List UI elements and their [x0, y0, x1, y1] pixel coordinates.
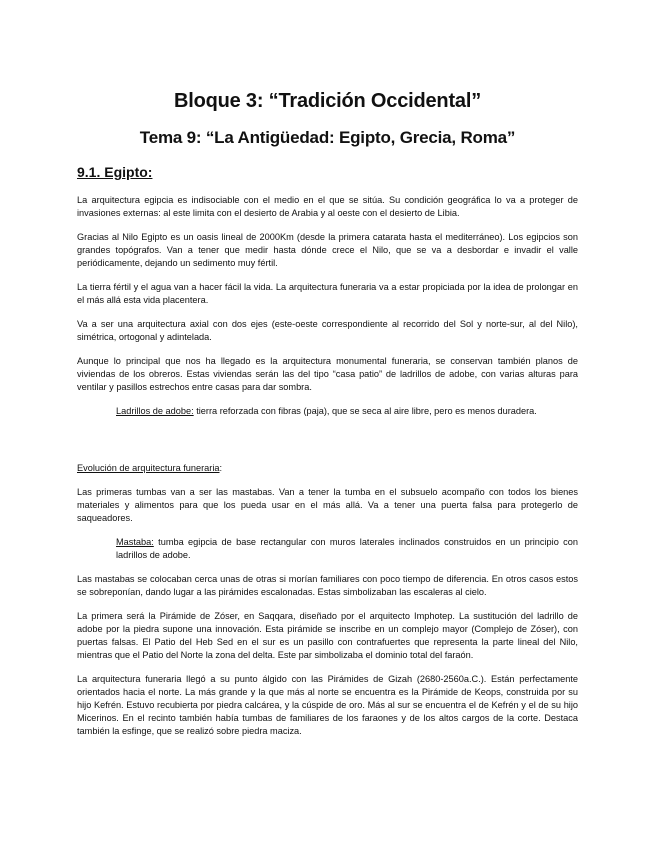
paragraph: Las primeras tumbas van a ser las mastabas. Van a tener la tumba en el subsuelo acompaño con todos los bienes materiales y alimentos para que los pueda usar en el más allá. Va a tener una puerta falsa para protegerlo de saqueadores. [77, 487, 578, 523]
document-body [77, 194, 578, 749]
subheading-text: Evolución de arquitectura funeraria [77, 463, 220, 473]
paragraph: La tierra fértil y el agua van a hacer fácil la vida. La arquitectura funeraria va a estar propiciada por la idea de prolongar en el más allá esta vida placentera. [77, 282, 578, 305]
paragraph: Las mastabas se colocaban cerca unas de otras si morían familiares con poco tiempo de diferencia. En otros casos estos se sobreponían, dando lugar a las pirámides escalonadas. Estas simbolizaban las escaleras al cielo. [77, 574, 578, 597]
definition-text: tumba egipcia de base rectangular con muros laterales inclinados construidos en un principio con ladrillos de adobe. [116, 537, 578, 560]
section-heading: 9.1. Egipto: [77, 164, 153, 180]
paragraph: La arquitectura funeraria llegó a su punto álgido con las Pirámides de Gizah (2680-2560a.C.). Están perfectamente orientados hacia el norte. La más grande y la que más al norte se encuentra es la Pirámide de Keops, construida por su hijo Kefrén. Estuvo recubierta por piedra calcárea, y la cúspide de oro. Más al sur se encuentra el de Kefrén y el de su hijo Micerinos. En el recinto también había tumbas de familiares de los faraones y de los altos cargos de la corte. Destaca también la esfinge, que se realizó sobre piedra maciza. [77, 674, 578, 736]
document-title: Bloque 3: “Tradición Occidental” [174, 90, 481, 112]
paragraph: La primera será la Pirámide de Zóser, en Saqqara, diseñado por el arquitecto Imphotep. La sustitución del ladrillo de adobe por la piedra supone una innovación. Esta pirámide se inscribe en un complejo mayor (Complejo de Zóser), con puertas falsas. El Patio del Heb Sed en el sur es un pasillo con contrafuertes que representa la parte lineal del Nilo, mientras que el Patio del Norte la zona del delta. Este par simbolizaba el dominio total del faraón. [77, 611, 578, 660]
subheading-funeraria [77, 462, 578, 475]
definition-mastaba [116, 536, 578, 562]
paragraph: Gracias al Nilo Egipto es un oasis lineal de 2000Km (desde la primera catarata hasta el mediterráneo). Los egipcios son grandes topógrafos. Van a tener que medir hasta dónde crece el Nilo, que se va a desbordar e invadir el valle periódicamente, dejando un sedimento muy fértil. [77, 232, 578, 268]
document-subtitle: Tema 9: “La Antigüedad: Egipto, Grecia, Roma” [139, 128, 516, 147]
subheading-colon: : [219, 463, 223, 473]
definition-term: Mastaba: [116, 537, 154, 547]
definition-text: tierra reforzada con fibras (paja), que se seca al aire libre, pero es menos duradera. [193, 406, 537, 416]
definition-adobe [116, 405, 578, 418]
paragraph: Va a ser una arquitectura axial con dos ejes (este-oeste correspondiente al recorrido del Sol y norte-sur, al del Nilo), simétrica, ortogonal y adintelada. [77, 319, 578, 342]
definition-term: Ladrillos de adobe: [116, 406, 194, 416]
paragraph: Aunque lo principal que nos ha llegado es la arquitectura monumental funeraria, se conservan también planos de viviendas de los obreros. Estas viviendas serán las del tipo “casa patio” de ladrillos de adobe, con varias alturas para ventilar y pasillos estrechos entre casas para dar sombra. [77, 356, 578, 392]
paragraph: La arquitectura egipcia es indisociable con el medio en el que se sitúa. Su condición geográfica lo va a proteger de invasiones externas: al este limita con el desierto de Arabia y al oeste con el desierto de Libia. [77, 195, 578, 218]
